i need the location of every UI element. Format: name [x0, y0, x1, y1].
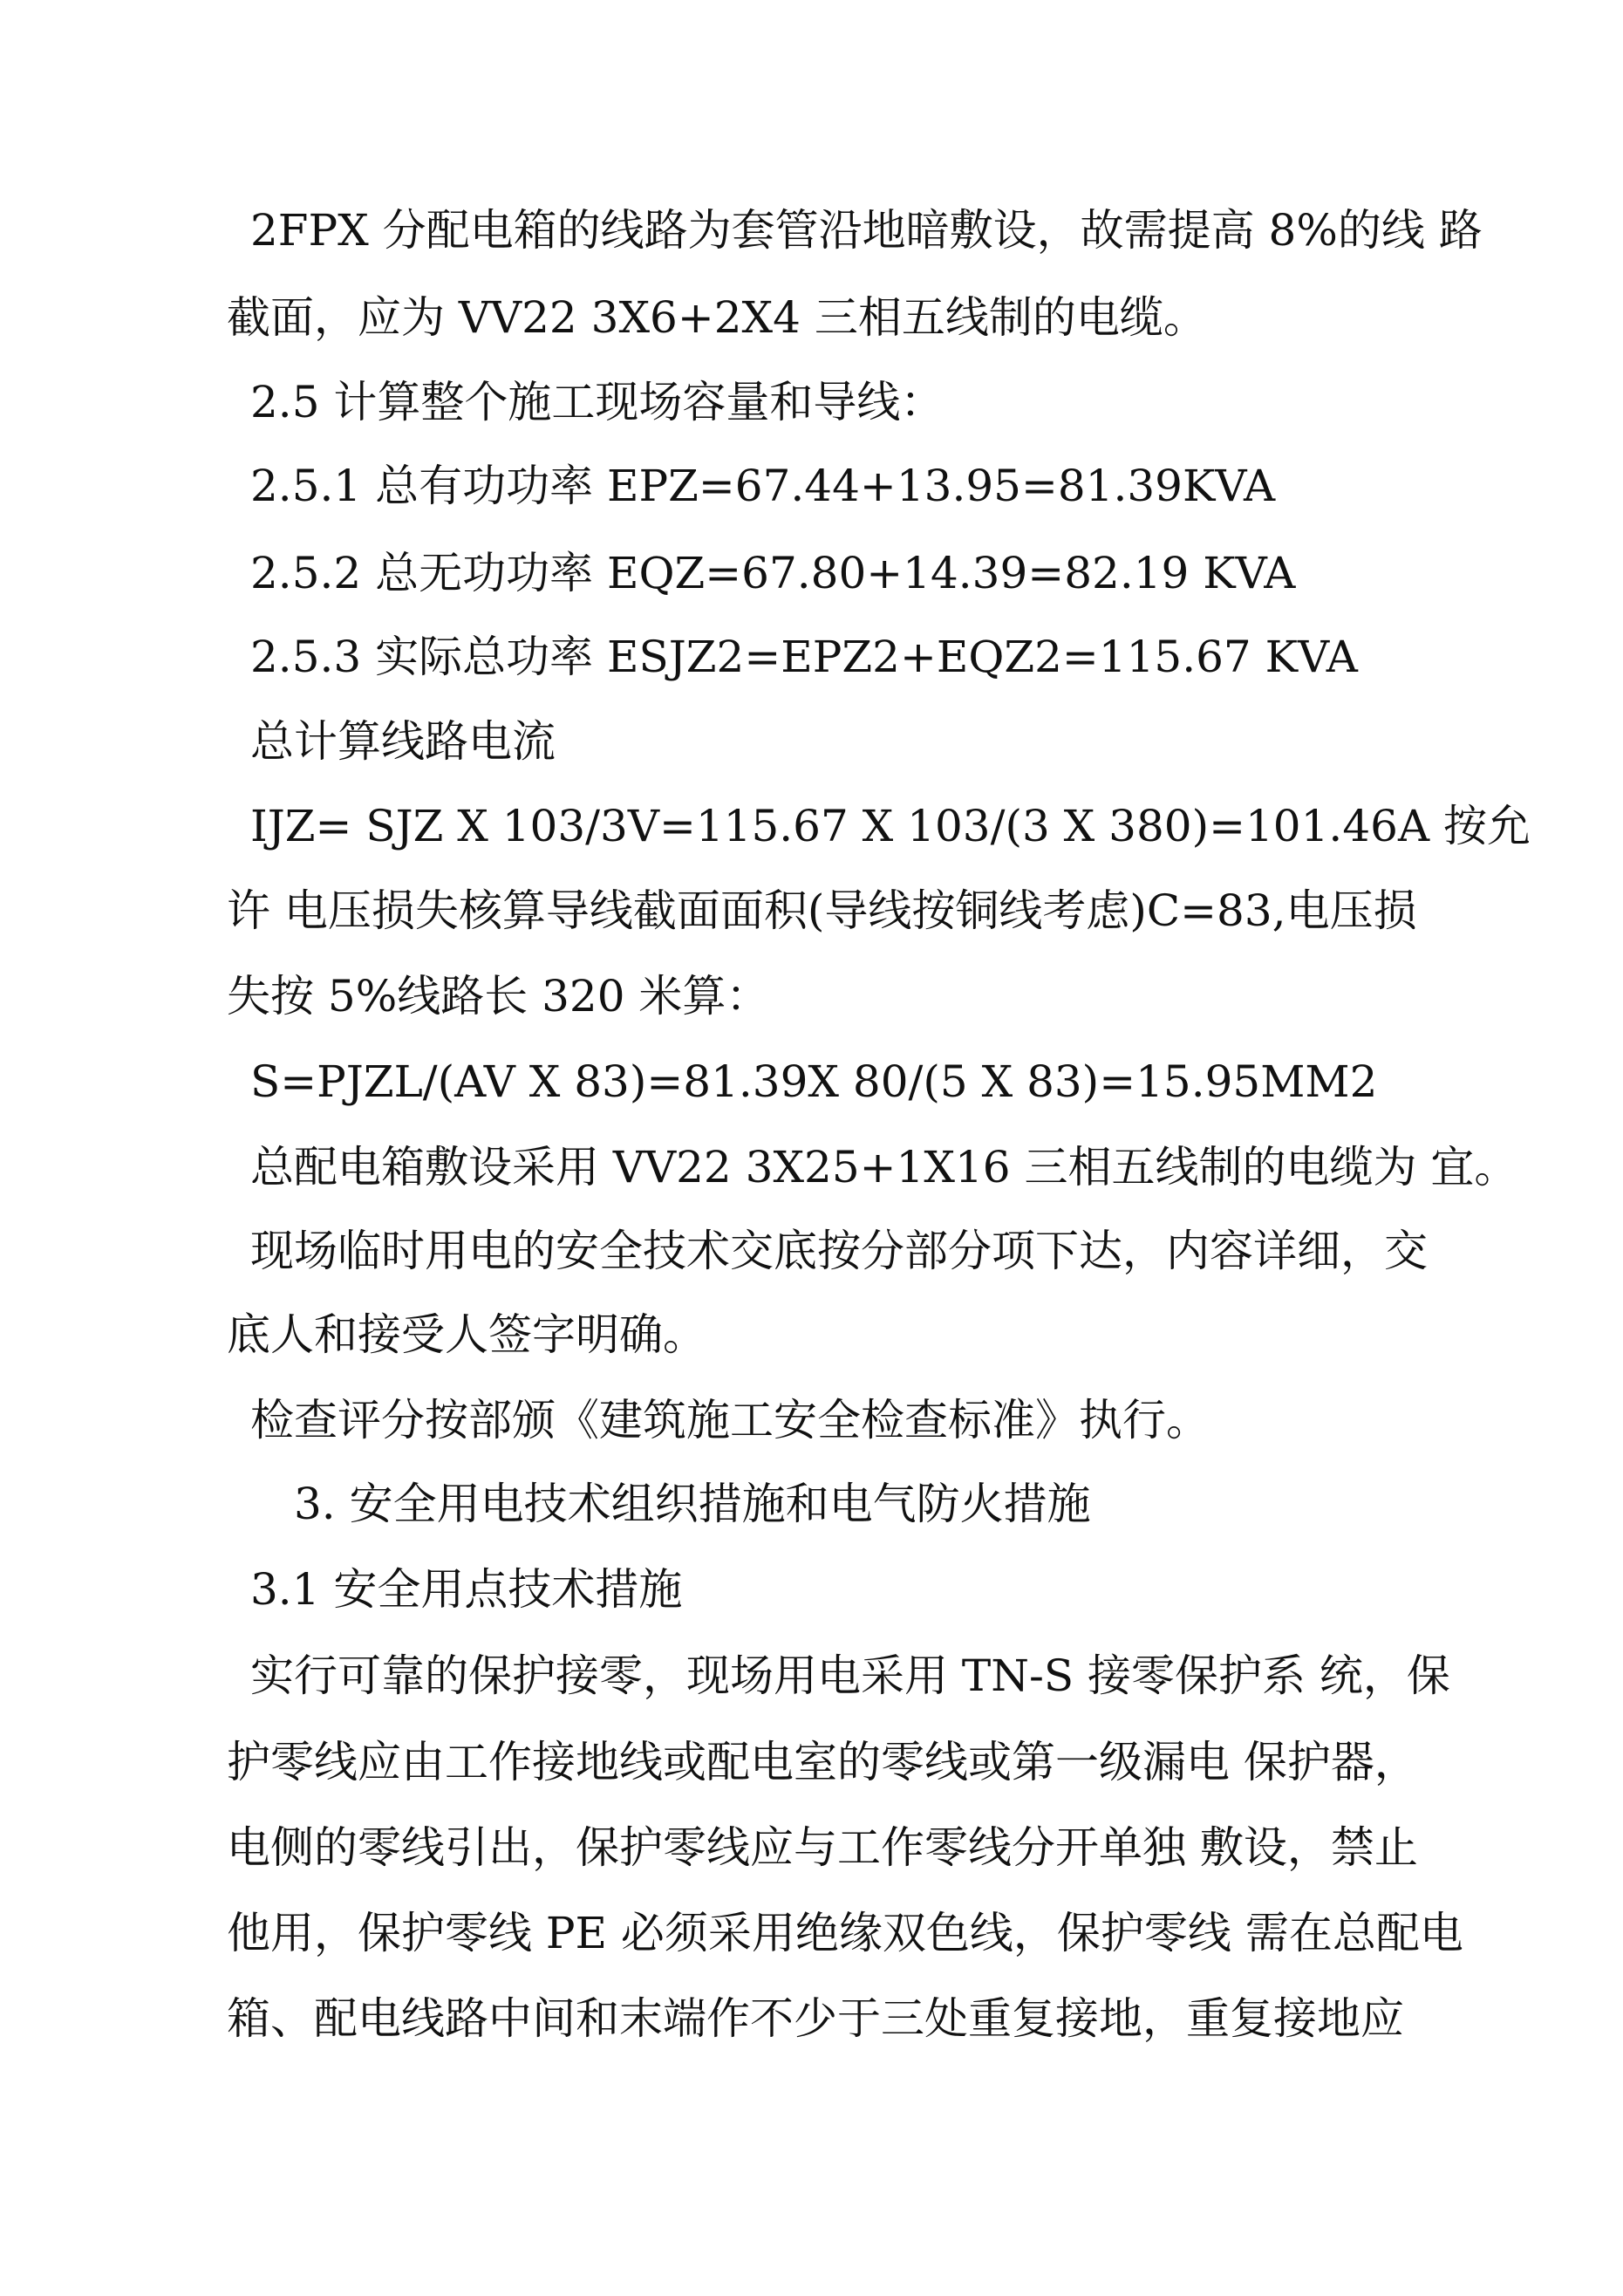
- text-line-21: 他用，保护零线 PE 必须采用绝缘双色线，保护零线 需在总配电: [227, 1908, 1463, 1958]
- text-line-5: 2.5.2 总无功功率 EQZ=67.80+14.39=82.19 KVA: [250, 548, 1296, 598]
- text-line-22: 箱、配电线路中间和末端作不少于三处重复接地，重复接地应: [227, 1993, 1404, 2044]
- text-line-19: 护零线应由工作接地线或配电室的零线或第一级漏电 保护器，: [227, 1737, 1418, 1787]
- text-line-10: 失按 5%线路长 320 米算：: [227, 971, 770, 1022]
- text-line-20: 电侧的零线引出，保护零线应与工作零线分开单独 敷设，禁止: [227, 1822, 1418, 1873]
- text-line-9: 许 电压损失核算导线截面面积(导线按铜线考虑)C=83,电压损: [227, 885, 1417, 936]
- text-line-12: 总配电箱敷设采用 VV22 3X25+1X16 三相五线制的电缆为 宜。: [250, 1142, 1518, 1192]
- text-line-2: 截面，应为 VV22 3X6+2X4 三相五线制的电缆。: [227, 292, 1207, 343]
- text-line-8: IJZ= SJZ X 103/3V=115.67 X 103/(3 X 380)=101.46A 按允: [250, 801, 1531, 851]
- text-line-4: 2.5.1 总有功功率 EPZ=67.44+13.95=81.39KVA: [250, 461, 1276, 511]
- text-line-13: 现场临时用电的安全技术交底按分部分项下达，内容详细，交: [250, 1226, 1428, 1276]
- section-heading-3: 3. 安全用电技术组织措施和电气防火措施: [294, 1479, 1091, 1529]
- subsection-heading-3-1: 3.1 安全用点技术措施: [250, 1564, 683, 1615]
- text-line-15: 检查评分按部颁《建筑施工安全检查标准》执行。: [250, 1395, 1210, 1445]
- text-line-18: 实行可靠的保护接零，现场用电采用 TN-S 接零保护系 统，保: [250, 1650, 1450, 1701]
- text-line-6: 2.5.3 实际总功率 ESJZ2=EPZ2+EQZ2=115.67 KVA: [250, 632, 1358, 682]
- text-line-14: 底人和接受人签字明确。: [227, 1309, 706, 1360]
- text-line-7: 总计算线路电流: [250, 716, 556, 767]
- text-line-3: 2.5 计算整个施工现场容量和导线：: [250, 377, 944, 427]
- text-line-11: S=PJZL/(AV X 83)=81.39X 80/(5 X 83)=15.95MM2: [250, 1056, 1378, 1107]
- text-line-1: 2FPX 分配电箱的线路为套管沿地暗敷设，故需提高 8%的线 路: [250, 205, 1483, 256]
